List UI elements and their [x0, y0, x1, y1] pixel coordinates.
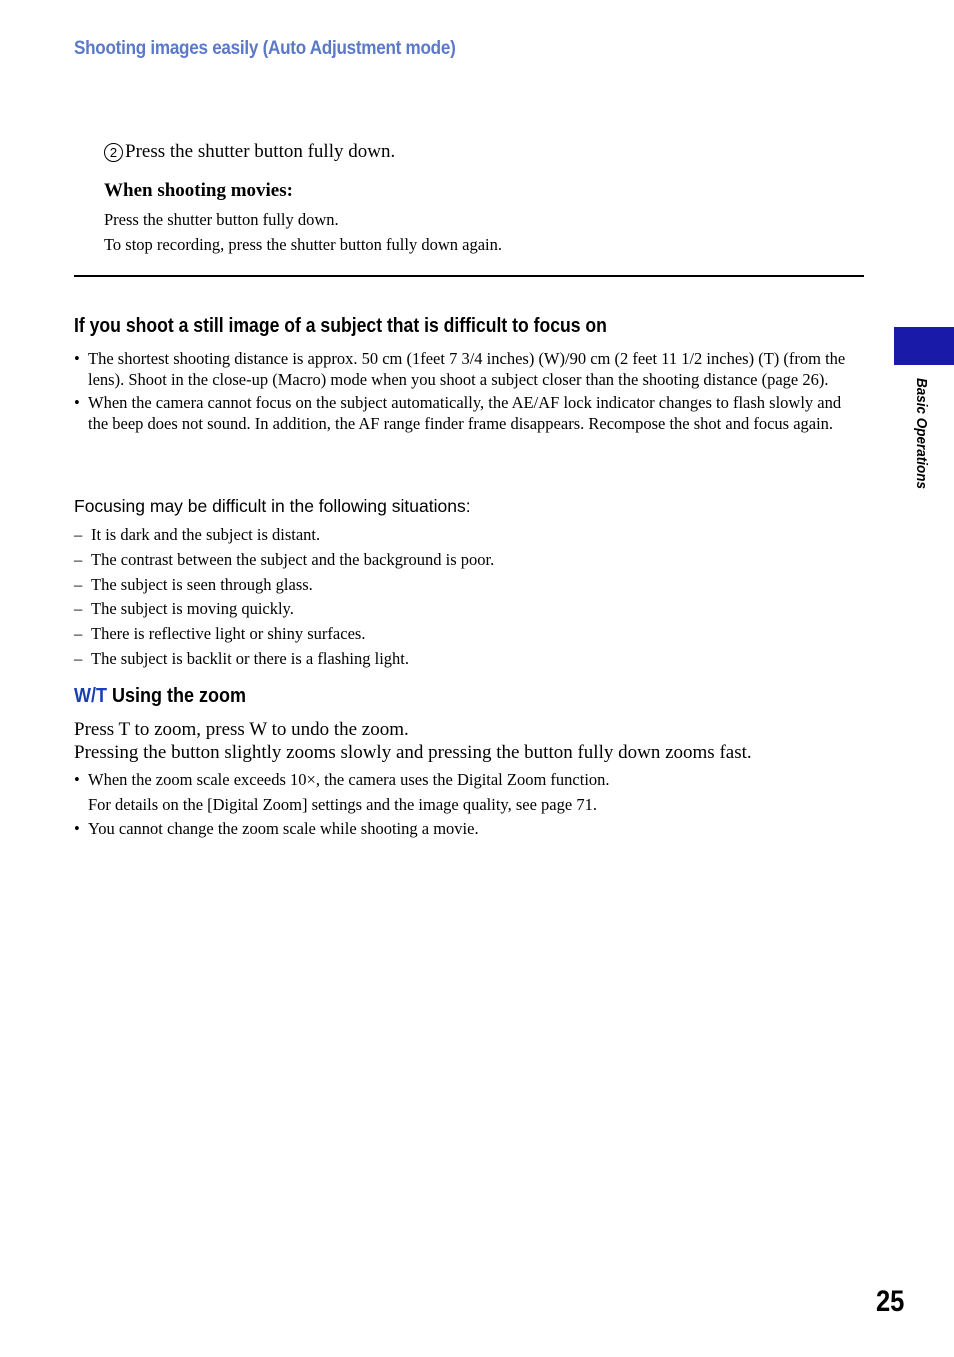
page-number: 25 — [876, 1285, 905, 1318]
focus-section-heading: If you shoot a still image of a subject that is difficult to focus on — [74, 315, 607, 337]
situation-text: The subject is backlit or there is a flashing light. — [91, 648, 410, 668]
situations-list — [74, 523, 494, 672]
zoom-bullet-1: • When the zoom scale exceeds 10×, the camera uses the Digital Zoom function. — [74, 770, 610, 789]
situation-text: The subject is seen through glass. — [91, 574, 313, 594]
situation-text: The subject is moving quickly. — [91, 599, 294, 619]
zoom-bullet-2-text: You cannot change the zoom scale while shooting a movie. — [88, 819, 479, 838]
zoom-bullet-2: • You cannot change the zoom scale while shooting a movie. — [74, 819, 479, 838]
list-item: – The subject is seen through glass. — [74, 574, 313, 594]
focus-bullet-list — [74, 348, 860, 436]
situation-text: There is reflective light or shiny surfaces. — [91, 624, 366, 644]
list-item: – There is reflective light or shiny surfaces. — [74, 624, 366, 644]
situations-label: Focusing may be difficult in the following situations: — [74, 496, 471, 516]
wt-button-icon: W/T — [74, 685, 107, 707]
step-2-text: Press the shutter button fully down. — [125, 141, 396, 162]
zoom-para-1: Press T to zoom, press W to undo the zoom. — [74, 719, 409, 740]
section-divider — [74, 275, 864, 277]
zoom-bullet-1-text: When the zoom scale exceeds 10×, the camera uses the Digital Zoom function. — [88, 770, 610, 789]
list-item: • The shortest shooting distance is approx. 50 cm (1feet 7 3/4 inches) (W)/90 cm (2 feet 11 1/2 inches) (T) (from the lens). Shoot in the close-up (Macro) mode when you shoot a subject closer than the shooting distance (page 26). — [74, 349, 846, 389]
focus-bullet-1: The shortest shooting distance is approx. 50 cm (1feet 7 3/4 inches) (W)/90 cm (2 feet 11 1/2 inches) (T) (from the lens). Shoot in the close-up (Macro) mode when you shoot a subject closer than the shooting distance (page 26). — [88, 349, 846, 389]
focus-bullet-2: When the camera cannot focus on the subject automatically, the AE/AF lock indicator changes to flash slowly and the beep does not sound. In addition, the AF range finder frame disappears. Recompose the shot and focus again. — [88, 393, 842, 433]
list-item: – The contrast between the subject and the background is poor. — [74, 549, 495, 569]
movies-line-2: To stop recording, press the shutter button fully down again. — [104, 235, 502, 254]
zoom-section-heading — [74, 685, 246, 708]
list-item: – The subject is moving quickly. — [74, 599, 294, 619]
step-number-badge: 2 — [104, 143, 123, 162]
zoom-para-2: Pressing the button slightly zooms slowly and pressing the button fully down zooms fast. — [74, 742, 752, 763]
movies-line-1: Press the shutter button fully down. — [104, 210, 339, 229]
list-item: – It is dark and the subject is distant. — [74, 525, 321, 544]
section-tab-marker — [894, 327, 954, 365]
page-header-title: Shooting images easily (Auto Adjustment mode) — [74, 38, 456, 59]
zoom-heading-text: Using the zoom — [111, 685, 246, 707]
list-item: – The subject is backlit or there is a flashing light. — [74, 648, 410, 668]
section-tab-label: Basic Operations — [913, 378, 930, 490]
zoom-bullet-1-cont: For details on the [Digital Zoom] settings and the image quality, see page 71. — [88, 795, 597, 814]
list-item: • When the camera cannot focus on the subject automatically, the AE/AF lock indicator changes to flash slowly and the beep does not sound. In addition, the AF range finder frame disappears. Recompose the shot and focus again. — [74, 393, 842, 433]
situation-text: The contrast between the subject and the background is poor. — [91, 549, 495, 569]
situation-text: It is dark and the subject is distant. — [91, 525, 321, 544]
movies-heading: When shooting movies: — [104, 180, 293, 201]
step-2 — [104, 141, 395, 163]
